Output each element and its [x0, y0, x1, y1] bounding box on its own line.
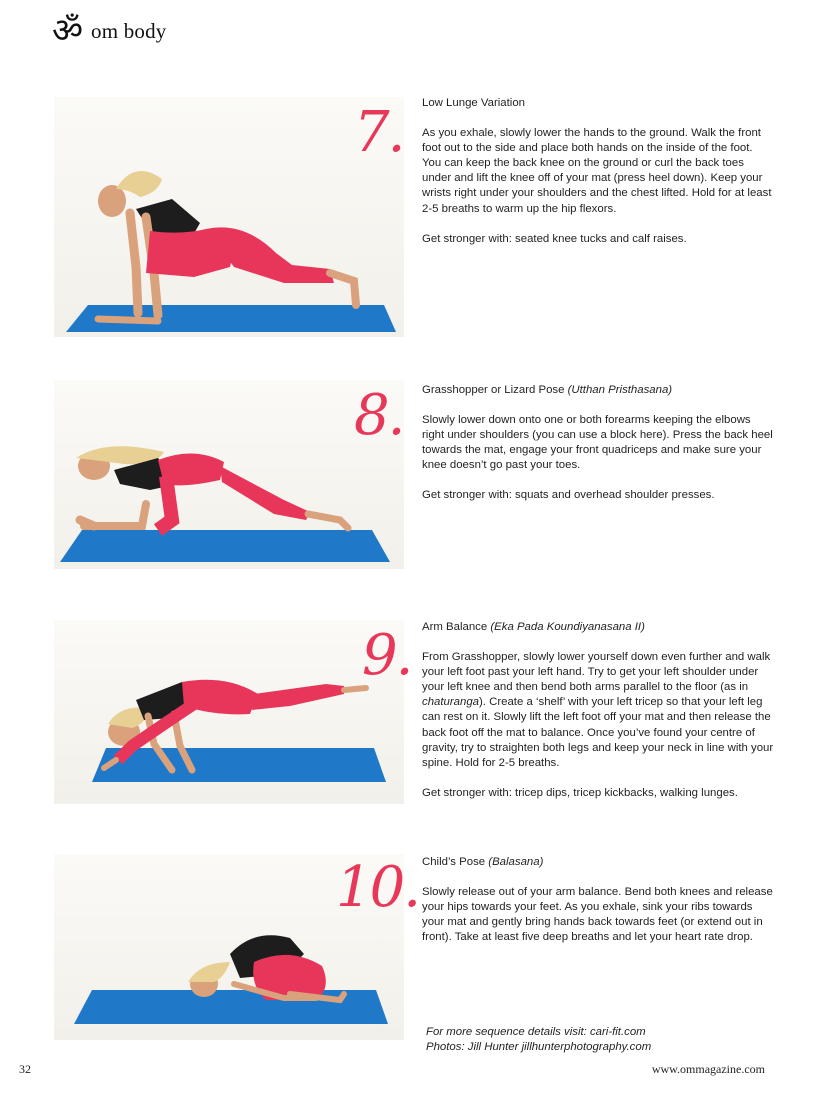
om-logo-icon: ॐ [52, 11, 84, 51]
get-stronger-tip: Get stronger with: seated knee tucks and calf raises. [422, 232, 687, 245]
step-7-text [422, 96, 774, 262]
magazine-header [52, 11, 167, 51]
step-number: 8. [354, 383, 404, 448]
get-stronger-tip: Get stronger with: tricep dips, tricep kickbacks, walking lunges. [422, 786, 738, 799]
pose-photo-arm-balance [54, 620, 412, 804]
photographer-credit: Photos: Jill Hunter jillhunterphotography.com [426, 1041, 652, 1053]
sequence-details-credit: For more sequence details visit: cari-fit.com [426, 1026, 646, 1038]
yoga-mat [60, 530, 390, 562]
step-number: 9. [362, 623, 412, 688]
step-number: 10. [336, 855, 420, 920]
low-lunge-illustration [54, 97, 404, 337]
pose-title: Low Lunge Variation [422, 97, 526, 109]
pose-title: Grasshopper or Lizard Pose (Utthan Pristhasana) [422, 384, 673, 396]
pose-photo-low-lunge [54, 97, 404, 337]
yoga-mat [92, 748, 386, 782]
page-number: 32 [19, 1062, 31, 1076]
step-number: 7. [354, 100, 404, 165]
pose-instructions: Slowly release out of your arm balance. Bend both knees and release your hips towards your feet. As you exhale, sink your ribs towards your mat and gently bring hands back towards feet (or extend out in front). Take at least five deep breaths and let your heart rate drop. [422, 886, 773, 944]
pose-instructions: As you exhale, slowly lower the hands to the ground. Walk the front foot out to the side and place both hands on the inside of the foot. You can keep the back knee on the ground or curl the back toes under and lift the knee off of your mat (press heel down). Keep your wrists right under your shoulders and the chest lifted. Hold for at least 2-5 breaths to warm up the hip flexors. [422, 127, 772, 215]
arm-balance-illustration [54, 620, 404, 804]
section-title: om body [91, 18, 167, 43]
step-10-text [422, 855, 774, 960]
step-9-text [422, 620, 774, 816]
pose-instructions: Slowly lower down onto one or both forearms keeping the elbows right under shoulders (you can use a block here). Press the back heel towards the mat, engage your front quadriceps and make sure your knee doesn’t go past your toes. [422, 414, 773, 472]
get-stronger-tip: Get stronger with: squats and overhead shoulder presses. [422, 489, 715, 502]
pose-photo-lizard [54, 380, 404, 569]
website-url: www.ommagazine.com [651, 1062, 765, 1076]
pose-instructions: From Grasshopper, slowly lower yourself down even further and walk your left foot past your left hand. Try to get your left shoulder under your left knee and then bend both arms parallel to the floor (as in chaturanga). Create a ‘shelf’ with your left tricep so that your left leg can rest on it. Slowly lift the left foot off your mat and then release the back foot off the mat to balance. Once you’ve found your centre of gravity, try to straighten both legs and keep your neck in line with your spine. Hold for 2-5 breaths. [422, 651, 774, 769]
lizard-pose-illustration [54, 380, 404, 569]
pose-title: Child’s Pose (Balasana) [422, 856, 544, 868]
pose-photo-childs-pose [54, 854, 420, 1040]
photo-credits [426, 1025, 651, 1055]
pose-title: Arm Balance (Eka Pada Koundiyanasana II) [422, 621, 645, 633]
step-8-text [422, 383, 774, 519]
